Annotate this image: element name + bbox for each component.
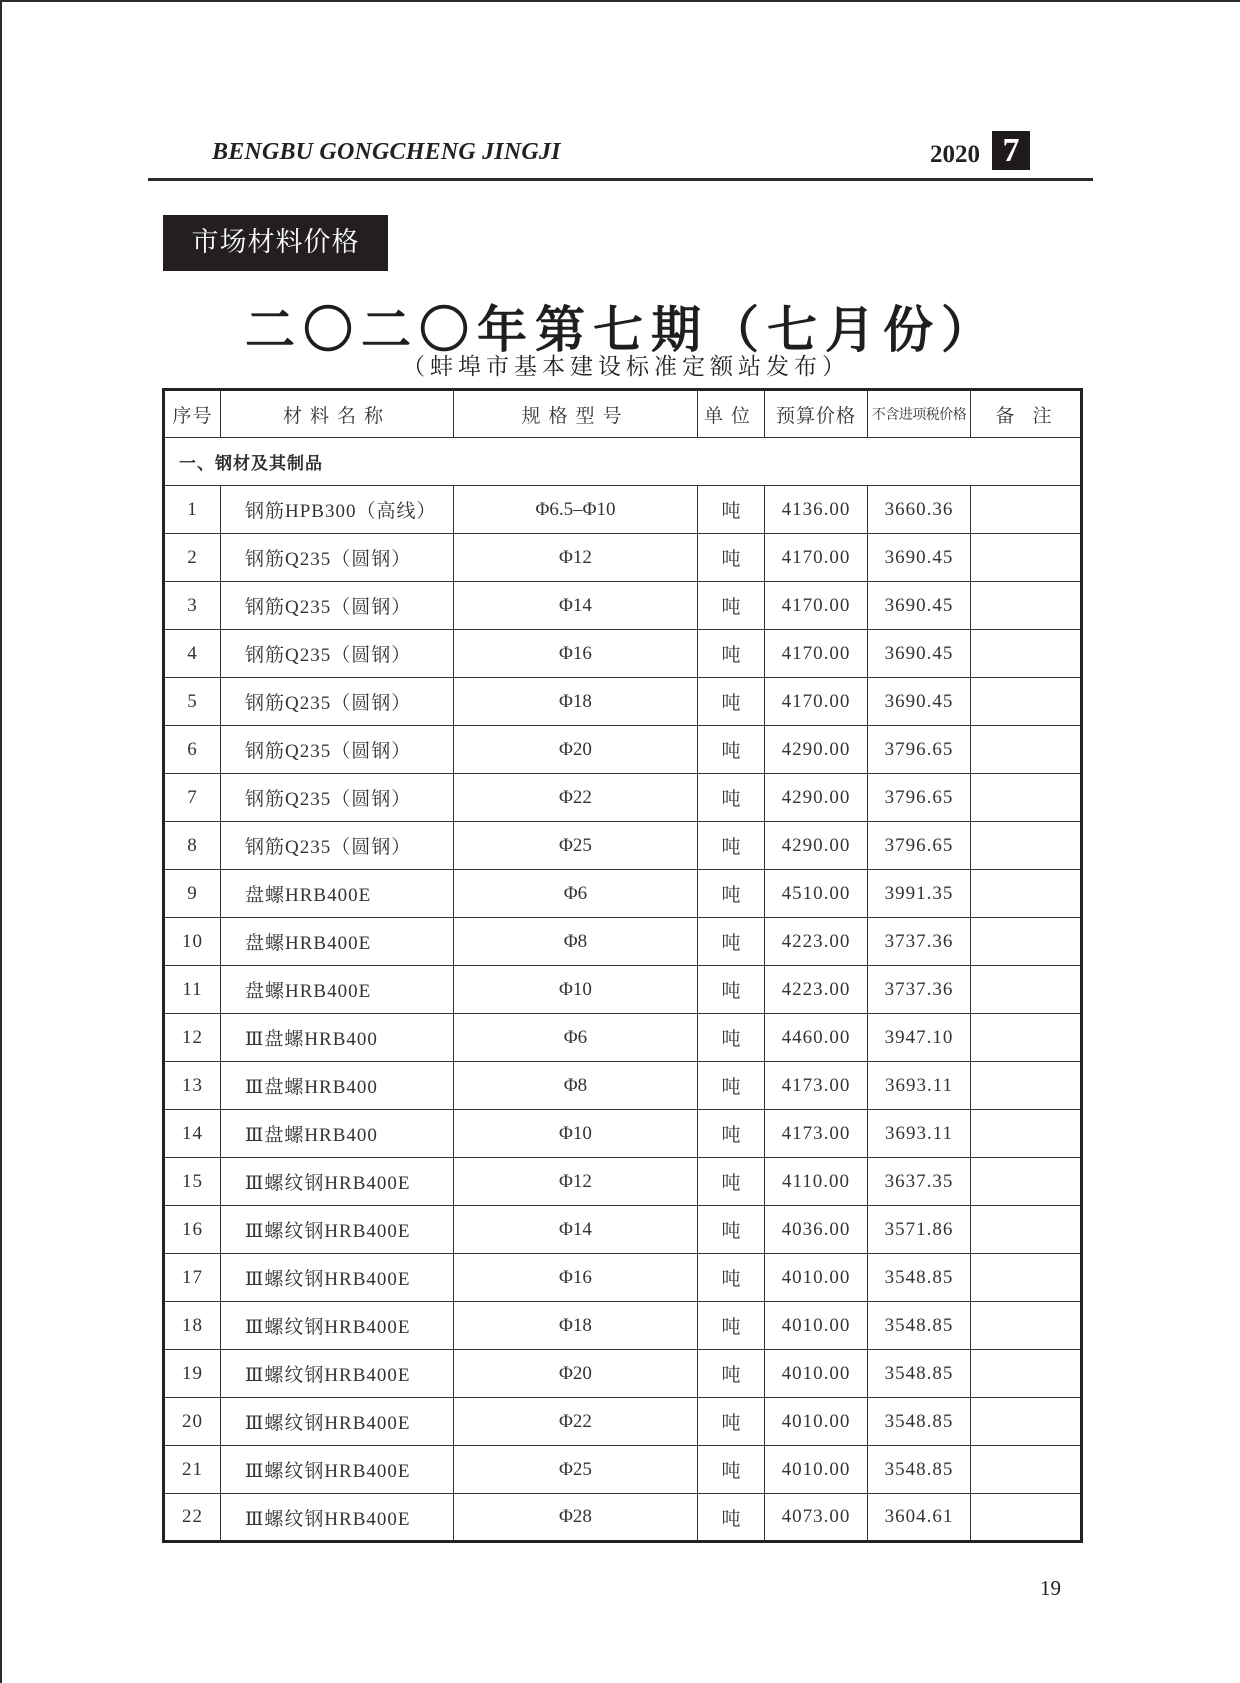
- budget-price-cell: 4036.00: [765, 1206, 868, 1254]
- material-name-cell: Ⅲ螺纹钢HRB400E: [221, 1398, 454, 1446]
- price-ex-tax-cell: 3947.10: [868, 1014, 971, 1062]
- table-row: [164, 1206, 1082, 1254]
- unit-cell: 吨: [698, 1446, 765, 1494]
- row-number-cell: 4: [164, 630, 221, 678]
- row-number-cell: 15: [164, 1158, 221, 1206]
- unit-cell: 吨: [698, 918, 765, 966]
- unit-cell: 吨: [698, 1398, 765, 1446]
- budget-price-cell: 4290.00: [765, 726, 868, 774]
- budget-price-cell: 4073.00: [765, 1494, 868, 1542]
- spec-cell: Φ18: [454, 1302, 698, 1350]
- remark-cell: [971, 774, 1082, 822]
- row-number-cell: 21: [164, 1446, 221, 1494]
- unit-cell: 吨: [698, 1062, 765, 1110]
- spec-cell: Φ20: [454, 1350, 698, 1398]
- running-head-title: BENGBU GONGCHENG JINGJI: [212, 139, 561, 165]
- material-name-cell: Ⅲ螺纹钢HRB400E: [221, 1494, 454, 1542]
- budget-price-cell: 4290.00: [765, 774, 868, 822]
- table-row: [164, 1446, 1082, 1494]
- row-number-cell: 5: [164, 678, 221, 726]
- table-row: [164, 582, 1082, 630]
- price-ex-tax-cell: 3796.65: [868, 726, 971, 774]
- remark-cell: [971, 1350, 1082, 1398]
- budget-price-cell: 4110.00: [765, 1158, 868, 1206]
- price-ex-tax-cell: 3637.35: [868, 1158, 971, 1206]
- material-price-table: [162, 388, 1083, 1543]
- row-number-cell: 11: [164, 966, 221, 1014]
- table-row: [164, 966, 1082, 1014]
- budget-price-cell: 4170.00: [765, 582, 868, 630]
- spec-cell: Φ28: [454, 1494, 698, 1542]
- spec-cell: Φ6: [454, 1014, 698, 1062]
- section-row: [164, 438, 1082, 486]
- spec-cell: Φ10: [454, 966, 698, 1014]
- running-head-year: 2020: [930, 141, 980, 168]
- material-name-cell: 钢筋Q235（圆钢）: [221, 534, 454, 582]
- remark-cell: [971, 1446, 1082, 1494]
- table-row: [164, 726, 1082, 774]
- spec-cell: Φ10: [454, 1110, 698, 1158]
- remark-cell: [971, 1254, 1082, 1302]
- material-name-cell: Ⅲ螺纹钢HRB400E: [221, 1254, 454, 1302]
- table-header-row: [164, 390, 1082, 438]
- material-name-cell: Ⅲ螺纹钢HRB400E: [221, 1302, 454, 1350]
- price-ex-tax-cell: 3604.61: [868, 1494, 971, 1542]
- table-row: [164, 1350, 1082, 1398]
- table-row: [164, 1494, 1082, 1542]
- spec-cell: Φ8: [454, 918, 698, 966]
- unit-cell: 吨: [698, 1350, 765, 1398]
- row-number-cell: 19: [164, 1350, 221, 1398]
- price-ex-tax-cell: 3548.85: [868, 1398, 971, 1446]
- material-name-cell: 钢筋Q235（圆钢）: [221, 630, 454, 678]
- spec-cell: Φ12: [454, 534, 698, 582]
- table-row: [164, 630, 1082, 678]
- header-no: 序号: [164, 390, 221, 438]
- material-name-cell: Ⅲ螺纹钢HRB400E: [221, 1350, 454, 1398]
- table-row: [164, 1062, 1082, 1110]
- table-row: [164, 1302, 1082, 1350]
- spec-cell: Φ16: [454, 630, 698, 678]
- remark-cell: [971, 678, 1082, 726]
- material-name-cell: Ⅲ盘螺HRB400: [221, 1014, 454, 1062]
- remark-cell: [971, 1206, 1082, 1254]
- unit-cell: 吨: [698, 870, 765, 918]
- table-row: [164, 678, 1082, 726]
- remark-cell: [971, 1494, 1082, 1542]
- unit-cell: 吨: [698, 1158, 765, 1206]
- material-name-cell: 钢筋HPB300（高线）: [221, 486, 454, 534]
- price-ex-tax-cell: 3548.85: [868, 1350, 971, 1398]
- material-name-cell: Ⅲ螺纹钢HRB400E: [221, 1158, 454, 1206]
- table-row: [164, 1110, 1082, 1158]
- remark-cell: [971, 486, 1082, 534]
- remark-cell: [971, 630, 1082, 678]
- unit-cell: 吨: [698, 678, 765, 726]
- budget-price-cell: 4170.00: [765, 630, 868, 678]
- header-remark: 备注: [971, 390, 1082, 438]
- page-title: 二〇二〇年第七期（七月份）: [245, 300, 999, 359]
- page-number: 19: [1040, 1576, 1061, 1600]
- unit-cell: 吨: [698, 582, 765, 630]
- material-name-cell: 钢筋Q235（圆钢）: [221, 678, 454, 726]
- material-name-cell: 盘螺HRB400E: [221, 870, 454, 918]
- price-ex-tax-cell: 3690.45: [868, 582, 971, 630]
- row-number-cell: 20: [164, 1398, 221, 1446]
- budget-price-cell: 4170.00: [765, 678, 868, 726]
- material-name-cell: Ⅲ盘螺HRB400: [221, 1062, 454, 1110]
- remark-cell: [971, 534, 1082, 582]
- budget-price-cell: 4136.00: [765, 486, 868, 534]
- header-budget-price: 预算价格: [765, 390, 868, 438]
- unit-cell: 吨: [698, 966, 765, 1014]
- budget-price-cell: 4510.00: [765, 870, 868, 918]
- material-name-cell: 钢筋Q235（圆钢）: [221, 774, 454, 822]
- header-rule: [148, 178, 1093, 181]
- price-ex-tax-cell: 3660.36: [868, 486, 971, 534]
- material-name-cell: Ⅲ螺纹钢HRB400E: [221, 1206, 454, 1254]
- price-ex-tax-cell: 3737.36: [868, 966, 971, 1014]
- unit-cell: 吨: [698, 1206, 765, 1254]
- table-row: [164, 1014, 1082, 1062]
- section-banner: 市场材料价格: [163, 215, 388, 271]
- unit-cell: 吨: [698, 1494, 765, 1542]
- unit-cell: 吨: [698, 774, 765, 822]
- spec-cell: Φ6: [454, 870, 698, 918]
- budget-price-cell: 4223.00: [765, 966, 868, 1014]
- unit-cell: 吨: [698, 534, 765, 582]
- page-subtitle: （蚌埠市基本建设标准定额站发布）: [402, 354, 850, 380]
- budget-price-cell: 4010.00: [765, 1254, 868, 1302]
- row-number-cell: 10: [164, 918, 221, 966]
- table-row: [164, 774, 1082, 822]
- budget-price-cell: 4010.00: [765, 1446, 868, 1494]
- spec-cell: Φ6.5–Φ10: [454, 486, 698, 534]
- remark-cell: [971, 1302, 1082, 1350]
- table-row: [164, 486, 1082, 534]
- remark-cell: [971, 1062, 1082, 1110]
- row-number-cell: 22: [164, 1494, 221, 1542]
- table-row: [164, 1398, 1082, 1446]
- budget-price-cell: 4173.00: [765, 1062, 868, 1110]
- unit-cell: 吨: [698, 486, 765, 534]
- remark-cell: [971, 966, 1082, 1014]
- row-number-cell: 9: [164, 870, 221, 918]
- row-number-cell: 3: [164, 582, 221, 630]
- price-ex-tax-cell: 3548.85: [868, 1254, 971, 1302]
- spec-cell: Φ14: [454, 1206, 698, 1254]
- price-ex-tax-cell: 3796.65: [868, 774, 971, 822]
- unit-cell: 吨: [698, 1014, 765, 1062]
- row-number-cell: 2: [164, 534, 221, 582]
- unit-cell: 吨: [698, 726, 765, 774]
- row-number-cell: 16: [164, 1206, 221, 1254]
- price-ex-tax-cell: 3737.36: [868, 918, 971, 966]
- remark-cell: [971, 1158, 1082, 1206]
- header-price-ex-tax: 不含进项税价格: [868, 390, 971, 438]
- material-name-cell: Ⅲ盘螺HRB400: [221, 1110, 454, 1158]
- budget-price-cell: 4010.00: [765, 1302, 868, 1350]
- header-name: 材料名称: [221, 390, 454, 438]
- material-name-cell: 盘螺HRB400E: [221, 918, 454, 966]
- table-row: [164, 822, 1082, 870]
- table-row: [164, 918, 1082, 966]
- budget-price-cell: 4290.00: [765, 822, 868, 870]
- row-number-cell: 13: [164, 1062, 221, 1110]
- row-number-cell: 6: [164, 726, 221, 774]
- remark-cell: [971, 870, 1082, 918]
- row-number-cell: 7: [164, 774, 221, 822]
- table-row: [164, 1158, 1082, 1206]
- unit-cell: 吨: [698, 1110, 765, 1158]
- price-ex-tax-cell: 3571.86: [868, 1206, 971, 1254]
- material-name-cell: Ⅲ螺纹钢HRB400E: [221, 1446, 454, 1494]
- budget-price-cell: 4010.00: [765, 1350, 868, 1398]
- price-ex-tax-cell: 3690.45: [868, 534, 971, 582]
- remark-cell: [971, 1110, 1082, 1158]
- spec-cell: Φ16: [454, 1254, 698, 1302]
- remark-cell: [971, 1398, 1082, 1446]
- budget-price-cell: 4010.00: [765, 1398, 868, 1446]
- remark-cell: [971, 918, 1082, 966]
- material-name-cell: 钢筋Q235（圆钢）: [221, 726, 454, 774]
- price-ex-tax-cell: 3693.11: [868, 1110, 971, 1158]
- spec-cell: Φ8: [454, 1062, 698, 1110]
- issue-number-badge: 7: [992, 131, 1030, 170]
- material-name-cell: 盘螺HRB400E: [221, 966, 454, 1014]
- header-spec: 规格型号: [454, 390, 698, 438]
- remark-cell: [971, 1014, 1082, 1062]
- table-row: [164, 1254, 1082, 1302]
- price-ex-tax-cell: 3796.65: [868, 822, 971, 870]
- budget-price-cell: 4170.00: [765, 534, 868, 582]
- spec-cell: Φ12: [454, 1158, 698, 1206]
- remark-cell: [971, 822, 1082, 870]
- header-unit: 单位: [698, 390, 765, 438]
- spec-cell: Φ14: [454, 582, 698, 630]
- remark-cell: [971, 582, 1082, 630]
- spec-cell: Φ22: [454, 1398, 698, 1446]
- unit-cell: 吨: [698, 1302, 765, 1350]
- spec-cell: Φ20: [454, 726, 698, 774]
- spec-cell: Φ25: [454, 1446, 698, 1494]
- spec-cell: Φ18: [454, 678, 698, 726]
- price-ex-tax-cell: 3991.35: [868, 870, 971, 918]
- material-name-cell: 钢筋Q235（圆钢）: [221, 822, 454, 870]
- unit-cell: 吨: [698, 822, 765, 870]
- unit-cell: 吨: [698, 1254, 765, 1302]
- spec-cell: Φ22: [454, 774, 698, 822]
- price-ex-tax-cell: 3548.85: [868, 1446, 971, 1494]
- section-label: 一、钢材及其制品: [164, 438, 1082, 486]
- price-ex-tax-cell: 3690.45: [868, 678, 971, 726]
- row-number-cell: 18: [164, 1302, 221, 1350]
- row-number-cell: 17: [164, 1254, 221, 1302]
- table-row: [164, 534, 1082, 582]
- price-ex-tax-cell: 3693.11: [868, 1062, 971, 1110]
- price-ex-tax-cell: 3690.45: [868, 630, 971, 678]
- row-number-cell: 1: [164, 486, 221, 534]
- row-number-cell: 8: [164, 822, 221, 870]
- budget-price-cell: 4460.00: [765, 1014, 868, 1062]
- price-ex-tax-cell: 3548.85: [868, 1302, 971, 1350]
- budget-price-cell: 4173.00: [765, 1110, 868, 1158]
- row-number-cell: 14: [164, 1110, 221, 1158]
- row-number-cell: 12: [164, 1014, 221, 1062]
- remark-cell: [971, 726, 1082, 774]
- material-name-cell: 钢筋Q235（圆钢）: [221, 582, 454, 630]
- table-row: [164, 870, 1082, 918]
- budget-price-cell: 4223.00: [765, 918, 868, 966]
- spec-cell: Φ25: [454, 822, 698, 870]
- unit-cell: 吨: [698, 630, 765, 678]
